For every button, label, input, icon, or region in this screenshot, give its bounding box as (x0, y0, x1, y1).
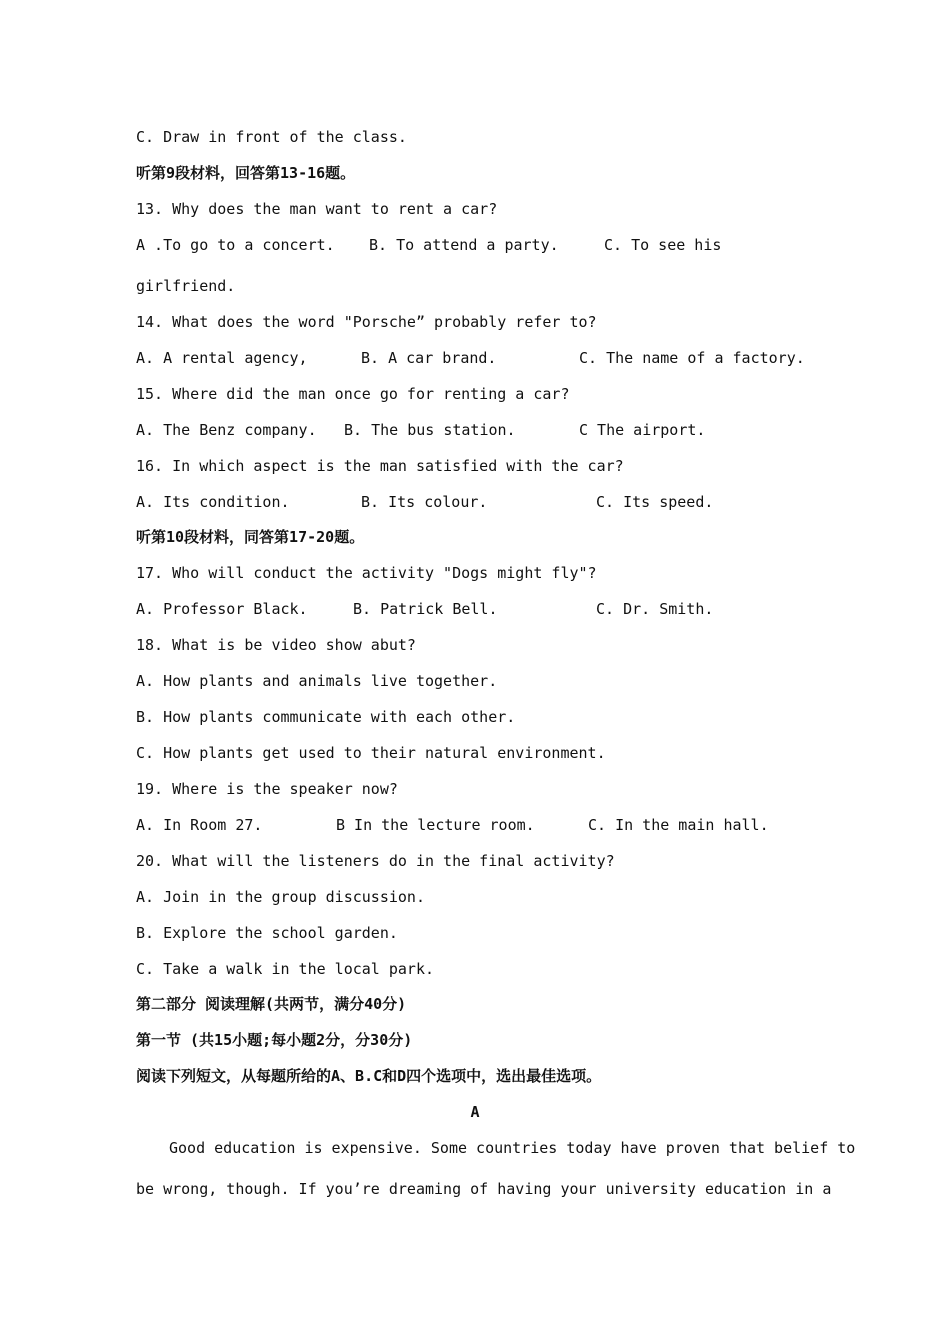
q17-option-c: C. Dr. Smith. (596, 600, 714, 618)
question-15: 15. Where did the man once go for renting a car? (136, 385, 570, 403)
q17-option-b: B. Patrick Bell. (353, 600, 498, 618)
passage-line-1: Good education is expensive. Some countries today have proven that belief to (169, 1139, 856, 1157)
q13-option-b: B. To attend a party. (369, 236, 559, 254)
q19-option-b: B In the lecture room. (336, 816, 535, 834)
question-17: 17. Who will conduct the activity "Dogs might fly"? (136, 564, 597, 582)
q18-option-b: B. How plants communicate with each other. (136, 708, 516, 726)
q15-option-c: C The airport. (579, 421, 706, 439)
q13-option-a: A .To go to a concert. (136, 236, 335, 254)
question-13: 13. Why does the man want to rent a car? (136, 200, 498, 218)
q15-option-b: B. The bus station. (344, 421, 516, 439)
question-18: 18. What is be video show abut? (136, 636, 416, 654)
q15-option-a: A. The Benz company. (136, 421, 317, 439)
q20-option-c: C. Take a walk in the local park. (136, 960, 435, 978)
q14-option-b: B. A car brand. (361, 349, 497, 367)
q18-option-c: C. How plants get used to their natural environment. (136, 744, 606, 762)
passage-label: A (470, 1103, 480, 1121)
q14-option-a: A. A rental agency, (136, 349, 308, 367)
q18-option-a: A. How plants and animals live together. (136, 672, 498, 690)
passage-line-2: be wrong, though. If you’re dreaming of having your university education in a (136, 1180, 832, 1198)
q13-option-c-continued: girlfriend. (136, 277, 236, 295)
q16-option-a: A. Its condition. (136, 493, 290, 511)
q16-option-c: C. Its speed. (596, 493, 714, 511)
question-19: 19. Where is the speaker now? (136, 780, 398, 798)
q14-option-c: C. The name of a factory. (579, 349, 805, 367)
reading-instructions: 阅读下列短文，从每题所给的A、B.C和D四个选项中，选出最佳选项。 (136, 1067, 602, 1085)
q13-option-c: C. To see his (604, 236, 722, 254)
section-9-header: 听第9段材料，回答第13-16题。 (136, 164, 356, 182)
section-1-header: 第一节 (共15小题;每小题2分，分30分) (136, 1031, 413, 1049)
q20-option-a: A. Join in the group discussion. (136, 888, 425, 906)
question-16: 16. In which aspect is the man satisfied with the car? (136, 457, 624, 475)
question-20: 20. What will the listeners do in the final activity? (136, 852, 615, 870)
q16-option-b: B. Its colour. (361, 493, 488, 511)
q12-option-c: C. Draw in front of the class. (136, 128, 407, 146)
section-10-header: 听第10段材料，同答第17-20题。 (136, 528, 365, 546)
q20-option-b: B. Explore the school garden. (136, 924, 398, 942)
q17-option-a: A. Professor Black. (136, 600, 308, 618)
q19-option-a: A. In Room 27. (136, 816, 263, 834)
q19-option-c: C. In the main hall. (588, 816, 769, 834)
part-2-header: 第二部分 阅读理解(共两节，满分40分) (136, 995, 407, 1013)
question-14: 14. What does the word "Porsche” probably refer to? (136, 313, 597, 331)
